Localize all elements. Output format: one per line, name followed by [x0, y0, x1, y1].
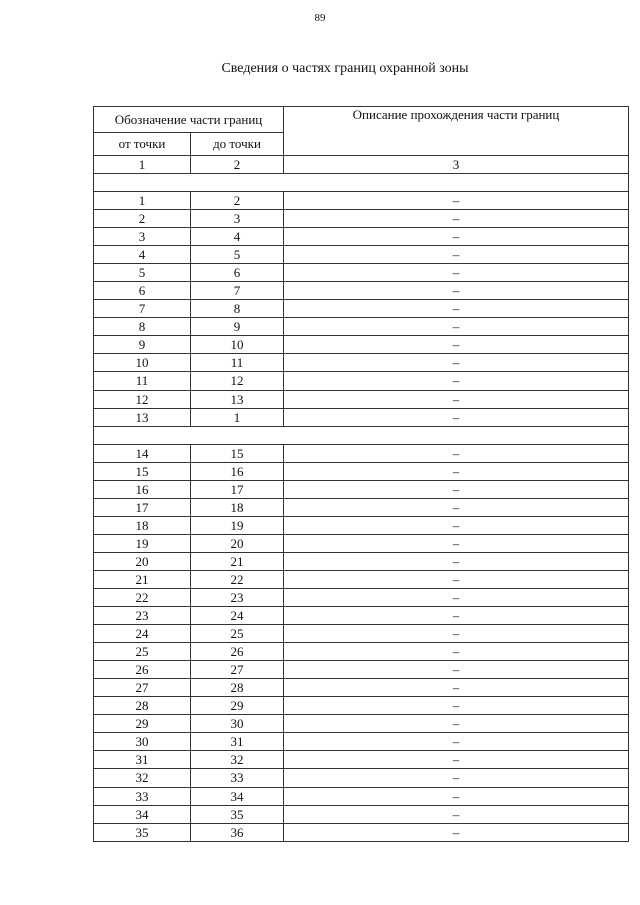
page-number: 89: [314, 12, 326, 24]
from-point-cell: 1: [94, 192, 191, 210]
description-cell: –: [284, 390, 629, 408]
to-point-cell: 35: [191, 805, 284, 823]
to-point-cell: 29: [191, 697, 284, 715]
from-point-cell: 20: [94, 552, 191, 570]
description-cell: –: [284, 282, 629, 300]
table-row: [94, 751, 629, 769]
table-row: [94, 805, 629, 823]
table-row: [94, 480, 629, 498]
header-from-point: от точки: [94, 133, 191, 156]
description-cell: –: [284, 210, 629, 228]
to-point-cell: 32: [191, 751, 284, 769]
from-point-cell: 6: [94, 282, 191, 300]
from-point-cell: 21: [94, 570, 191, 588]
table-row: [94, 661, 629, 679]
table-row: [94, 625, 629, 643]
to-point-cell: 11: [191, 354, 284, 372]
description-cell: –: [284, 607, 629, 625]
from-point-cell: 15: [94, 462, 191, 480]
from-point-cell: 16: [94, 480, 191, 498]
table-row: [94, 823, 629, 841]
description-cell: –: [284, 805, 629, 823]
from-point-cell: 9: [94, 336, 191, 354]
from-point-cell: 7: [94, 300, 191, 318]
from-point-cell: 25: [94, 643, 191, 661]
table-row: [94, 769, 629, 787]
description-cell: –: [284, 552, 629, 570]
description-cell: –: [284, 534, 629, 552]
from-point-cell: 27: [94, 679, 191, 697]
section-separator-row: [94, 426, 629, 444]
to-point-cell: 4: [191, 228, 284, 246]
table-row: [94, 733, 629, 751]
from-point-cell: 29: [94, 715, 191, 733]
to-point-cell: 25: [191, 625, 284, 643]
to-point-cell: 18: [191, 498, 284, 516]
to-point-cell: 10: [191, 336, 284, 354]
table-row: [94, 498, 629, 516]
from-point-cell: 17: [94, 498, 191, 516]
description-cell: –: [284, 354, 629, 372]
from-point-cell: 32: [94, 769, 191, 787]
header-boundary-designation: Обозначение части границ: [94, 107, 284, 133]
table-row: [94, 607, 629, 625]
description-cell: –: [284, 444, 629, 462]
from-point-cell: 22: [94, 588, 191, 606]
description-cell: –: [284, 715, 629, 733]
header-description: Описание прохождения части границ: [284, 107, 629, 156]
to-point-cell: 22: [191, 570, 284, 588]
description-cell: –: [284, 462, 629, 480]
table-row: [94, 516, 629, 534]
to-point-cell: 27: [191, 661, 284, 679]
description-cell: –: [284, 661, 629, 679]
to-point-cell: 15: [191, 444, 284, 462]
to-point-cell: 20: [191, 534, 284, 552]
from-point-cell: 34: [94, 805, 191, 823]
description-cell: –: [284, 480, 629, 498]
column-number: 1: [94, 156, 191, 174]
from-point-cell: 12: [94, 390, 191, 408]
to-point-cell: 1: [191, 408, 284, 426]
description-cell: –: [284, 751, 629, 769]
description-cell: –: [284, 264, 629, 282]
to-point-cell: 16: [191, 462, 284, 480]
to-point-cell: 34: [191, 787, 284, 805]
from-point-cell: 8: [94, 318, 191, 336]
from-point-cell: 10: [94, 354, 191, 372]
to-point-cell: 28: [191, 679, 284, 697]
table-row: [94, 354, 629, 372]
description-cell: –: [284, 697, 629, 715]
description-cell: –: [284, 372, 629, 390]
header-to-point: до точки: [191, 133, 284, 156]
description-cell: –: [284, 408, 629, 426]
from-point-cell: 4: [94, 246, 191, 264]
to-point-cell: 31: [191, 733, 284, 751]
from-point-cell: 3: [94, 228, 191, 246]
from-point-cell: 31: [94, 751, 191, 769]
section-separator-cell: [94, 174, 629, 192]
column-number: 2: [191, 156, 284, 174]
from-point-cell: 14: [94, 444, 191, 462]
table-row: [94, 787, 629, 805]
document-title: Сведения о частях границ охранной зоны: [221, 61, 469, 76]
description-cell: –: [284, 588, 629, 606]
column-number: 3: [284, 156, 629, 174]
table-row: [94, 444, 629, 462]
table-row: [94, 643, 629, 661]
to-point-cell: 5: [191, 246, 284, 264]
description-cell: –: [284, 300, 629, 318]
to-point-cell: 30: [191, 715, 284, 733]
to-point-cell: 6: [191, 264, 284, 282]
from-point-cell: 11: [94, 372, 191, 390]
from-point-cell: 28: [94, 697, 191, 715]
from-point-cell: 26: [94, 661, 191, 679]
table-row: [94, 408, 629, 426]
table-row: [94, 264, 629, 282]
from-point-cell: 33: [94, 787, 191, 805]
table-row: [94, 372, 629, 390]
table-row: [94, 390, 629, 408]
table-row: [94, 588, 629, 606]
to-point-cell: 9: [191, 318, 284, 336]
description-cell: –: [284, 318, 629, 336]
table-row: [94, 282, 629, 300]
description-cell: –: [284, 769, 629, 787]
to-point-cell: 26: [191, 643, 284, 661]
from-point-cell: 13: [94, 408, 191, 426]
from-point-cell: 23: [94, 607, 191, 625]
to-point-cell: 19: [191, 516, 284, 534]
description-cell: –: [284, 570, 629, 588]
description-cell: –: [284, 516, 629, 534]
description-cell: –: [284, 733, 629, 751]
table-body: [94, 174, 629, 842]
section-separator-row: [94, 174, 629, 192]
description-cell: –: [284, 246, 629, 264]
description-cell: –: [284, 192, 629, 210]
table-row: [94, 300, 629, 318]
from-point-cell: 5: [94, 264, 191, 282]
description-cell: –: [284, 823, 629, 841]
from-point-cell: 19: [94, 534, 191, 552]
table-row: [94, 228, 629, 246]
to-point-cell: 23: [191, 588, 284, 606]
from-point-cell: 24: [94, 625, 191, 643]
description-cell: –: [284, 787, 629, 805]
section-separator-cell: [94, 426, 629, 444]
to-point-cell: 8: [191, 300, 284, 318]
description-cell: –: [284, 336, 629, 354]
table-row: [94, 336, 629, 354]
to-point-cell: 2: [191, 192, 284, 210]
table-row: [94, 534, 629, 552]
table-row: [94, 210, 629, 228]
to-point-cell: 12: [191, 372, 284, 390]
from-point-cell: 2: [94, 210, 191, 228]
from-point-cell: 35: [94, 823, 191, 841]
to-point-cell: 21: [191, 552, 284, 570]
to-point-cell: 33: [191, 769, 284, 787]
table-row: [94, 462, 629, 480]
table-row: [94, 679, 629, 697]
table-row: [94, 570, 629, 588]
table-row: [94, 697, 629, 715]
boundary-table: [93, 106, 629, 842]
table-row: [94, 192, 629, 210]
description-cell: –: [284, 679, 629, 697]
description-cell: –: [284, 625, 629, 643]
description-cell: –: [284, 228, 629, 246]
table-row: [94, 318, 629, 336]
description-cell: –: [284, 643, 629, 661]
description-cell: –: [284, 498, 629, 516]
from-point-cell: 18: [94, 516, 191, 534]
table-row: [94, 715, 629, 733]
to-point-cell: 3: [191, 210, 284, 228]
to-point-cell: 24: [191, 607, 284, 625]
to-point-cell: 36: [191, 823, 284, 841]
to-point-cell: 7: [191, 282, 284, 300]
table-row: [94, 246, 629, 264]
to-point-cell: 13: [191, 390, 284, 408]
table-row: [94, 552, 629, 570]
from-point-cell: 30: [94, 733, 191, 751]
to-point-cell: 17: [191, 480, 284, 498]
